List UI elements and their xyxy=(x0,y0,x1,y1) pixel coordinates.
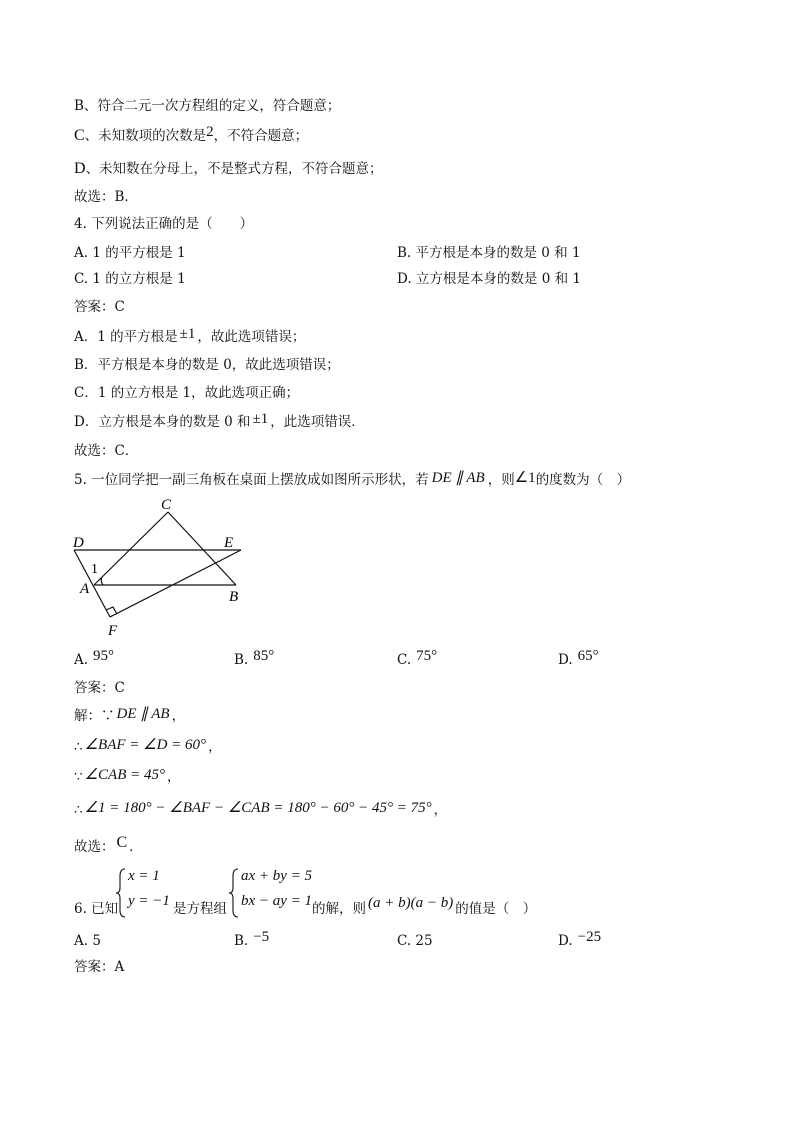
brace-2 xyxy=(229,868,239,918)
q5-stem: 5. 一位同学把一副三角板在桌面上摆放成如图所示形状，若 DE ∥ AB ，则∠1的度数为（ ） xyxy=(74,470,631,488)
label-f: F xyxy=(108,623,118,639)
q5-solution-1: 解：∵ DE ∥ AB ， xyxy=(74,706,186,724)
label-a: A xyxy=(80,581,90,597)
q5-solution-4: ∴ ∠1 = 180° − ∠BAF − ∠CAB = 180° − 60° − 45° = 75° ， xyxy=(74,800,448,818)
q4-option-c: C. 1 的立方根是 1 xyxy=(74,271,186,287)
q4-explain-c: C．1 的立方根是 1，故此选项正确； xyxy=(74,385,300,401)
q4-explain-d: D．立方根是本身的数是 0 和 ±1 ，此选项错误． xyxy=(74,411,365,430)
angle-1-arc xyxy=(101,577,103,585)
q5-option-a: A. 95° xyxy=(74,648,115,668)
q5-solution-3: ∵ ∠CAB = 45° ， xyxy=(74,767,181,785)
q4-option-d: D. 立方根是本身的数是 0 和 1 xyxy=(397,271,581,287)
segment-fe xyxy=(110,550,241,617)
q6-mid: 是方程组 xyxy=(173,901,227,917)
q6-option-c: C. 25 xyxy=(397,933,433,949)
q6-system-1: x = 1 y = −1 xyxy=(116,866,172,918)
label-c: C xyxy=(161,497,172,513)
line-choose-b: 故选：B． xyxy=(74,189,138,205)
brace-1 xyxy=(116,868,126,918)
segment-ac xyxy=(94,512,168,585)
label-b: B xyxy=(229,589,239,605)
q5-option-d: D. 65° xyxy=(558,648,599,668)
q5-option-b: B. 85° xyxy=(234,648,275,668)
q4-option-a: A. 1 的平方根是 1 xyxy=(74,245,186,261)
q4-answer: 答案：C xyxy=(74,299,125,315)
q5-answer: 答案：C xyxy=(74,680,125,696)
q5-option-c: C. 75° xyxy=(397,648,438,668)
triangle-figure xyxy=(70,495,260,645)
label-1: 1 xyxy=(91,562,98,577)
q6-option-d: D. −25 xyxy=(558,929,602,949)
q4-stem: 4. 下列说法正确的是（ ） xyxy=(74,216,254,232)
line-c-explanation: C、未知数项的次数是2，不符合题意； xyxy=(74,124,309,144)
q6-post: 的解，则 (a + b)(a − b) 的值是（ ） xyxy=(312,895,537,917)
q4-choose: 故选：C． xyxy=(74,443,139,459)
q6-system-2: ax + by = 5 bx − ay = 1 xyxy=(229,866,313,918)
label-d: D xyxy=(73,535,84,551)
q6-answer: 答案：A xyxy=(74,959,125,975)
q5-solution-2: ∴ ∠BAF = ∠D = 60° ， xyxy=(74,737,222,755)
q6-pre: 6. 已知 xyxy=(74,901,119,917)
line-b-explanation: B、符合二元一次方程组的定义，符合题意； xyxy=(74,98,341,114)
q4-explain-b: B．平方根是本身的数是 0，故此选项错误； xyxy=(74,357,340,373)
q6-option-a: A. 5 xyxy=(74,933,101,949)
line-d-explanation: D、未知数在分母上，不是整式方程，不符合题意； xyxy=(74,160,383,177)
label-e: E xyxy=(224,535,234,551)
q6-option-b: B. −5 xyxy=(234,929,270,949)
q5-choose: 故选： C ． xyxy=(74,834,143,855)
q4-option-b: B. 平方根是本身的数是 0 和 1 xyxy=(397,245,581,261)
q4-explain-a: A．1 的平方根是 ±1 ，故此选项错误； xyxy=(74,326,306,345)
